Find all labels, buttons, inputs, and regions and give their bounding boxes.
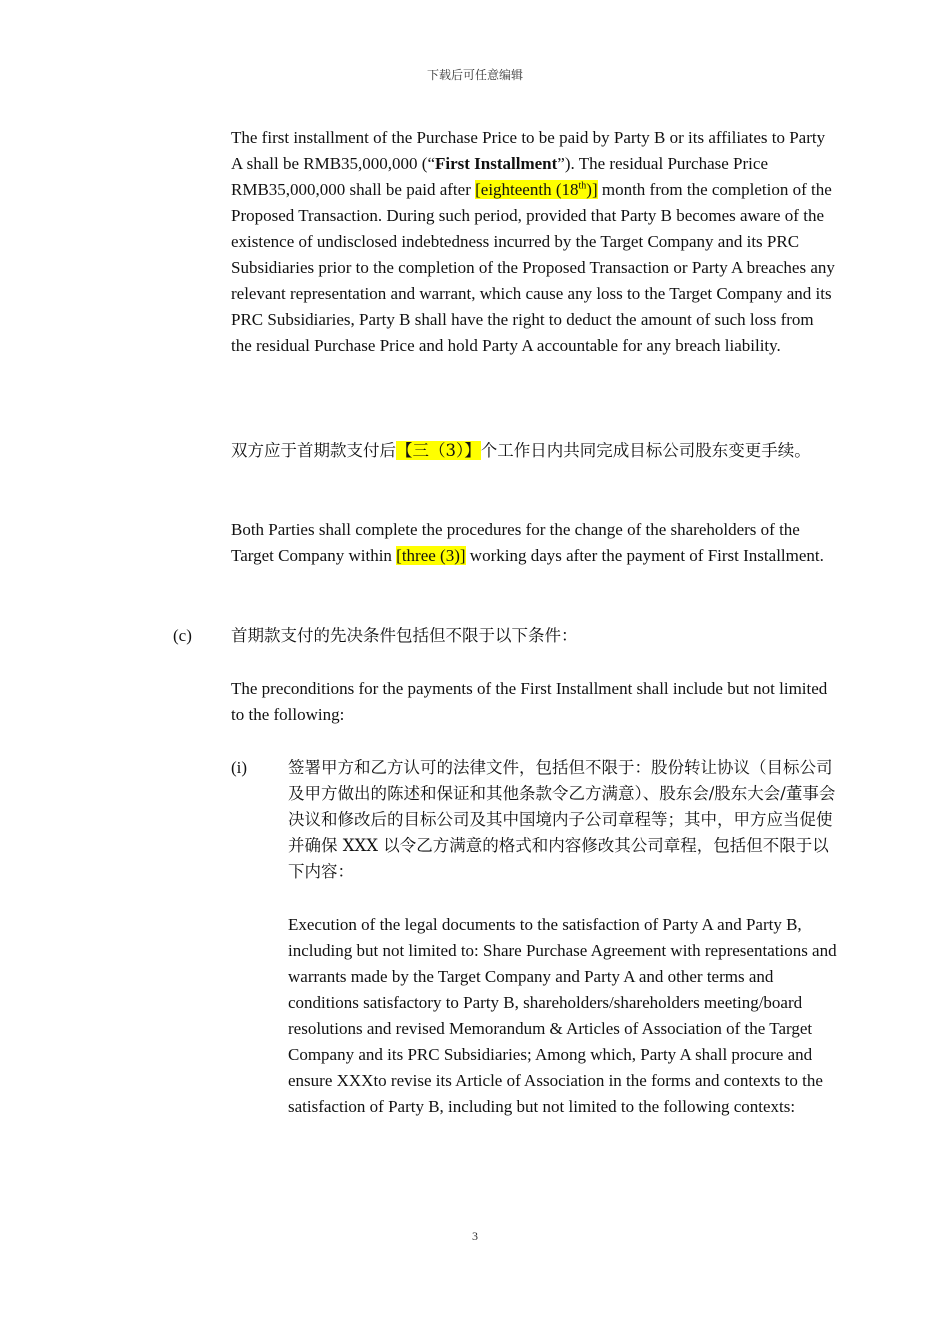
para1-text-3: month from the completion of the Proposed Transaction. During such period, provided that Party B becomes aware of the existence of undisclosed indebtedness incurred by the Target Company and its PRC Subsidiaries prior to the completion of the Proposed Transaction or Party A breaches any relevant representation and warrant, which cause any loss to the Target Company and its PRC Subsidiaries, Party B shall have the right to deduct the amount of such loss from the residual Purchase Price and hold Party A accountable for any breach liability. (231, 180, 835, 355)
para2-text-1: 双方应于首期款支付后 (231, 441, 396, 460)
first-installment-paragraph (231, 125, 837, 359)
ordinal-suffix: th (578, 180, 587, 192)
item-i-text-zh: 签署甲方和乙方认可的法律文件，包括但不限于：股份转让协议（目标公司及甲方做出的陈述和保证和其他条款令乙方满意）、股东会/股东大会/董事会决议和修改后的目标公司及其中国境内子公司章程等；其中，甲方应当促使并确保 XXX 以令乙方满意的格式和内容修改其公司章程，包括但不限于以下内容： (288, 758, 836, 881)
para1-text-1: The first installment of the Purchase Price to be paid by Party B or its affiliates to Party A shall be RMB35,000,000 (“ (231, 128, 826, 173)
share-transfer-paragraph-zh (231, 438, 837, 464)
item-i-text-en: Execution of the legal documents to the satisfaction of Party A and Party B, including but not limited to: Share Purchase Agreement with representations and warrants made by the Target Company and Party A and other terms and conditions satisfactory to Party B, shareholders/shareholders meeting/board resolutions and revised Memorandum & Articles of Association of the Target Company and its PRC Subsidiaries; Among which, Party A shall procure and ensure XXXto revise its Article of Association in the forms and contexts to the satisfaction of Party B, including but not limited to the following contexts: (288, 915, 837, 1116)
item-c-text-en: The preconditions for the payments of the First Installment shall include but not limited to the following: (231, 679, 828, 724)
item-i-label: (i) (231, 758, 248, 777)
para3-text-1: Both Parties shall complete the procedures for the change of the shareholders of the Target Company within (231, 520, 800, 565)
item-c-label: (c) (173, 626, 192, 645)
para1-text-2: ”). The residual Purchase Price RMB35,000,000 shall be paid after (231, 154, 768, 199)
page-header: 下载后可任意编辑 (426, 68, 523, 82)
highlight-three-zh: 【三（3）】 (396, 441, 481, 460)
para2-text-2: 个工作日内共同完成目标公司股东变更手续。 (480, 441, 811, 460)
share-transfer-paragraph-en (231, 517, 837, 569)
highlight-eighteenth-main: [eighteenth (18 (475, 180, 579, 199)
first-installment-term: First Installment (435, 154, 558, 173)
highlight-eighteenth (475, 180, 598, 199)
item-c-text-zh: 首期款支付的先决条件包括但不限于以下条件： (231, 626, 578, 645)
para3-text-2: working days after the payment of First Installment. (465, 546, 824, 565)
highlight-three-en: [three (3)] (396, 546, 466, 565)
highlight-eighteenth-end: )] (586, 180, 598, 199)
page-number: 3 (472, 1229, 478, 1243)
